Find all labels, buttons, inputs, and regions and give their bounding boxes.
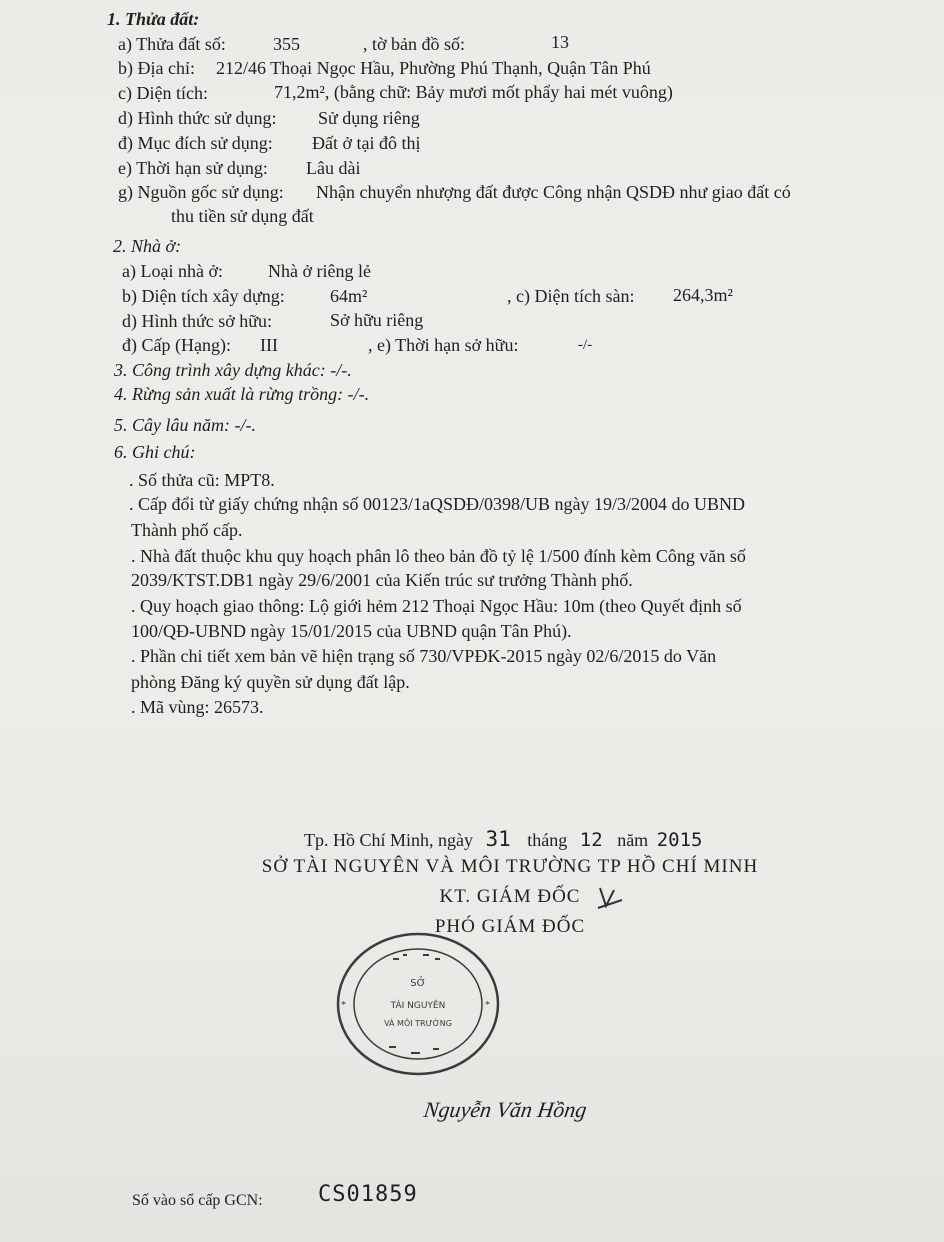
- map-sheet-label: , tờ bản đồ số:: [363, 34, 466, 54]
- map-sheet-value: 13: [551, 32, 569, 52]
- note-line: . Số thửa cũ: MPT8.: [129, 470, 275, 490]
- position-title: PHÓ GIÁM ĐỐC: [434, 916, 586, 937]
- section6-heading: 6. Ghi chú:: [114, 442, 196, 462]
- date-day: 31: [485, 827, 511, 851]
- usage-purpose-value: Đất ở tại đô thị: [312, 133, 421, 153]
- section3-text: 3. Công trình xây dựng khác: -/-.: [114, 360, 352, 380]
- construction-area-label: b) Diện tích xây dựng:: [122, 286, 285, 306]
- date-month: 12: [579, 829, 603, 851]
- month-label: tháng: [527, 830, 568, 850]
- note-line: . Mã vùng: 26573.: [131, 697, 264, 717]
- registry-number-value: CS01859: [318, 1182, 418, 1207]
- usage-form-value: Sử dụng riêng: [318, 108, 420, 128]
- ownership-term-label: , e) Thời hạn sở hữu:: [368, 335, 519, 355]
- agency-name: SỞ TÀI NGUYÊN VÀ MÔI TRƯỜNG TP HỒ CHÍ MINH: [261, 856, 759, 877]
- note-line: phòng Đăng ký quyền sử dụng đất lập.: [131, 672, 410, 692]
- place-date-line: [304, 828, 702, 851]
- address-value: 212/46 Thoại Ngọc Hầu, Phường Phú Thạnh, Quận Tân Phú: [216, 58, 651, 78]
- signer-name: Nguyễn Văn Hồng: [422, 1097, 589, 1122]
- date-year: 2015: [656, 829, 703, 851]
- section5-text: 5. Cây lâu năm: -/-.: [114, 415, 256, 435]
- parcel-number-label: a) Thửa đất số:: [118, 34, 226, 54]
- grade-label: đ) Cấp (Hạng):: [122, 335, 231, 355]
- grade-value: III: [260, 335, 278, 355]
- place-prefix: Tp. Hồ Chí Minh, ngày: [304, 830, 473, 850]
- note-line: 100/QĐ-UBND ngày 15/01/2015 của UBND quận Tân Phú).: [131, 621, 572, 641]
- registry-number-label: Số vào sổ cấp GCN:: [132, 1192, 263, 1209]
- note-line: . Quy hoạch giao thông: Lộ giới hẻm 212 Thoại Ngọc Hầu: 10m (theo Quyết định số: [131, 596, 742, 616]
- section4-text: 4. Rừng sản xuất là rừng trồng: -/-.: [114, 384, 370, 404]
- floor-area-value: 264,3m²: [673, 285, 733, 305]
- section2-heading: 2. Nhà ở:: [113, 236, 182, 256]
- svg-text:*: *: [341, 1000, 346, 1011]
- house-type-label: a) Loại nhà ở:: [122, 261, 223, 281]
- construction-area-value: 64m²: [330, 286, 368, 306]
- note-line: . Cấp đổi từ giấy chứng nhận số 00123/1aQSDĐ/0398/UB ngày 19/3/2004 do UBND: [129, 494, 745, 514]
- ownership-form-value: Sở hữu riêng: [330, 310, 424, 330]
- area-label: c) Diện tích:: [118, 83, 208, 103]
- origin-value: Nhận chuyển nhượng đất được Công nhận QSDĐ như giao đất có: [316, 182, 791, 202]
- usage-term-label: e) Thời hạn sử dụng:: [118, 158, 268, 178]
- note-line: . Phần chi tiết xem bản vẽ hiện trạng số 730/VPĐK-2015 ngày 02/6/2015 do Văn: [131, 646, 717, 666]
- ownership-form-label: d) Hình thức sở hữu:: [122, 311, 273, 331]
- initial-signature-icon: [594, 884, 626, 914]
- note-line: . Nhà đất thuộc khu quy hoạch phân lô theo bản đồ tỷ lệ 1/500 đính kèm Công văn số: [131, 546, 746, 566]
- svg-text:TÀI NGUYÊN: TÀI NGUYÊN: [390, 1001, 446, 1011]
- usage-form-label: d) Hình thức sử dụng:: [118, 108, 277, 128]
- svg-text:VÀ MÔI TRƯỜNG: VÀ MÔI TRƯỜNG: [384, 1019, 452, 1028]
- year-label: năm: [617, 830, 649, 850]
- svg-text:SỞ: SỞ: [410, 978, 426, 989]
- origin-value-cont: thu tiền sử dụng đất: [171, 206, 314, 226]
- origin-label: g) Nguồn gốc sử dụng:: [118, 182, 284, 202]
- note-line: 2039/KTST.DB1 ngày 29/6/2001 của Kiến trúc sư trưởng Thành phố.: [131, 570, 633, 590]
- usage-term-value: Lâu dài: [306, 158, 361, 178]
- deputy-title: KT. GIÁM ĐỐC: [439, 886, 581, 907]
- floor-area-label: , c) Diện tích sàn:: [507, 286, 635, 306]
- address-label: b) Địa chỉ:: [118, 58, 195, 78]
- ownership-term-value: -/-: [578, 337, 593, 353]
- section1-heading: 1. Thửa đất:: [107, 9, 200, 29]
- official-seal-icon: [333, 928, 503, 1078]
- note-line: Thành phố cấp.: [131, 520, 243, 540]
- parcel-number-value: 355: [273, 34, 300, 54]
- area-value: 71,2m², (bằng chữ: Bảy mươi mốt phẩy hai mét vuông): [274, 82, 673, 102]
- house-type-value: Nhà ở riêng lẻ: [268, 261, 371, 281]
- svg-text:*: *: [485, 1000, 490, 1011]
- usage-purpose-label: đ) Mục đích sử dụng:: [118, 133, 273, 153]
